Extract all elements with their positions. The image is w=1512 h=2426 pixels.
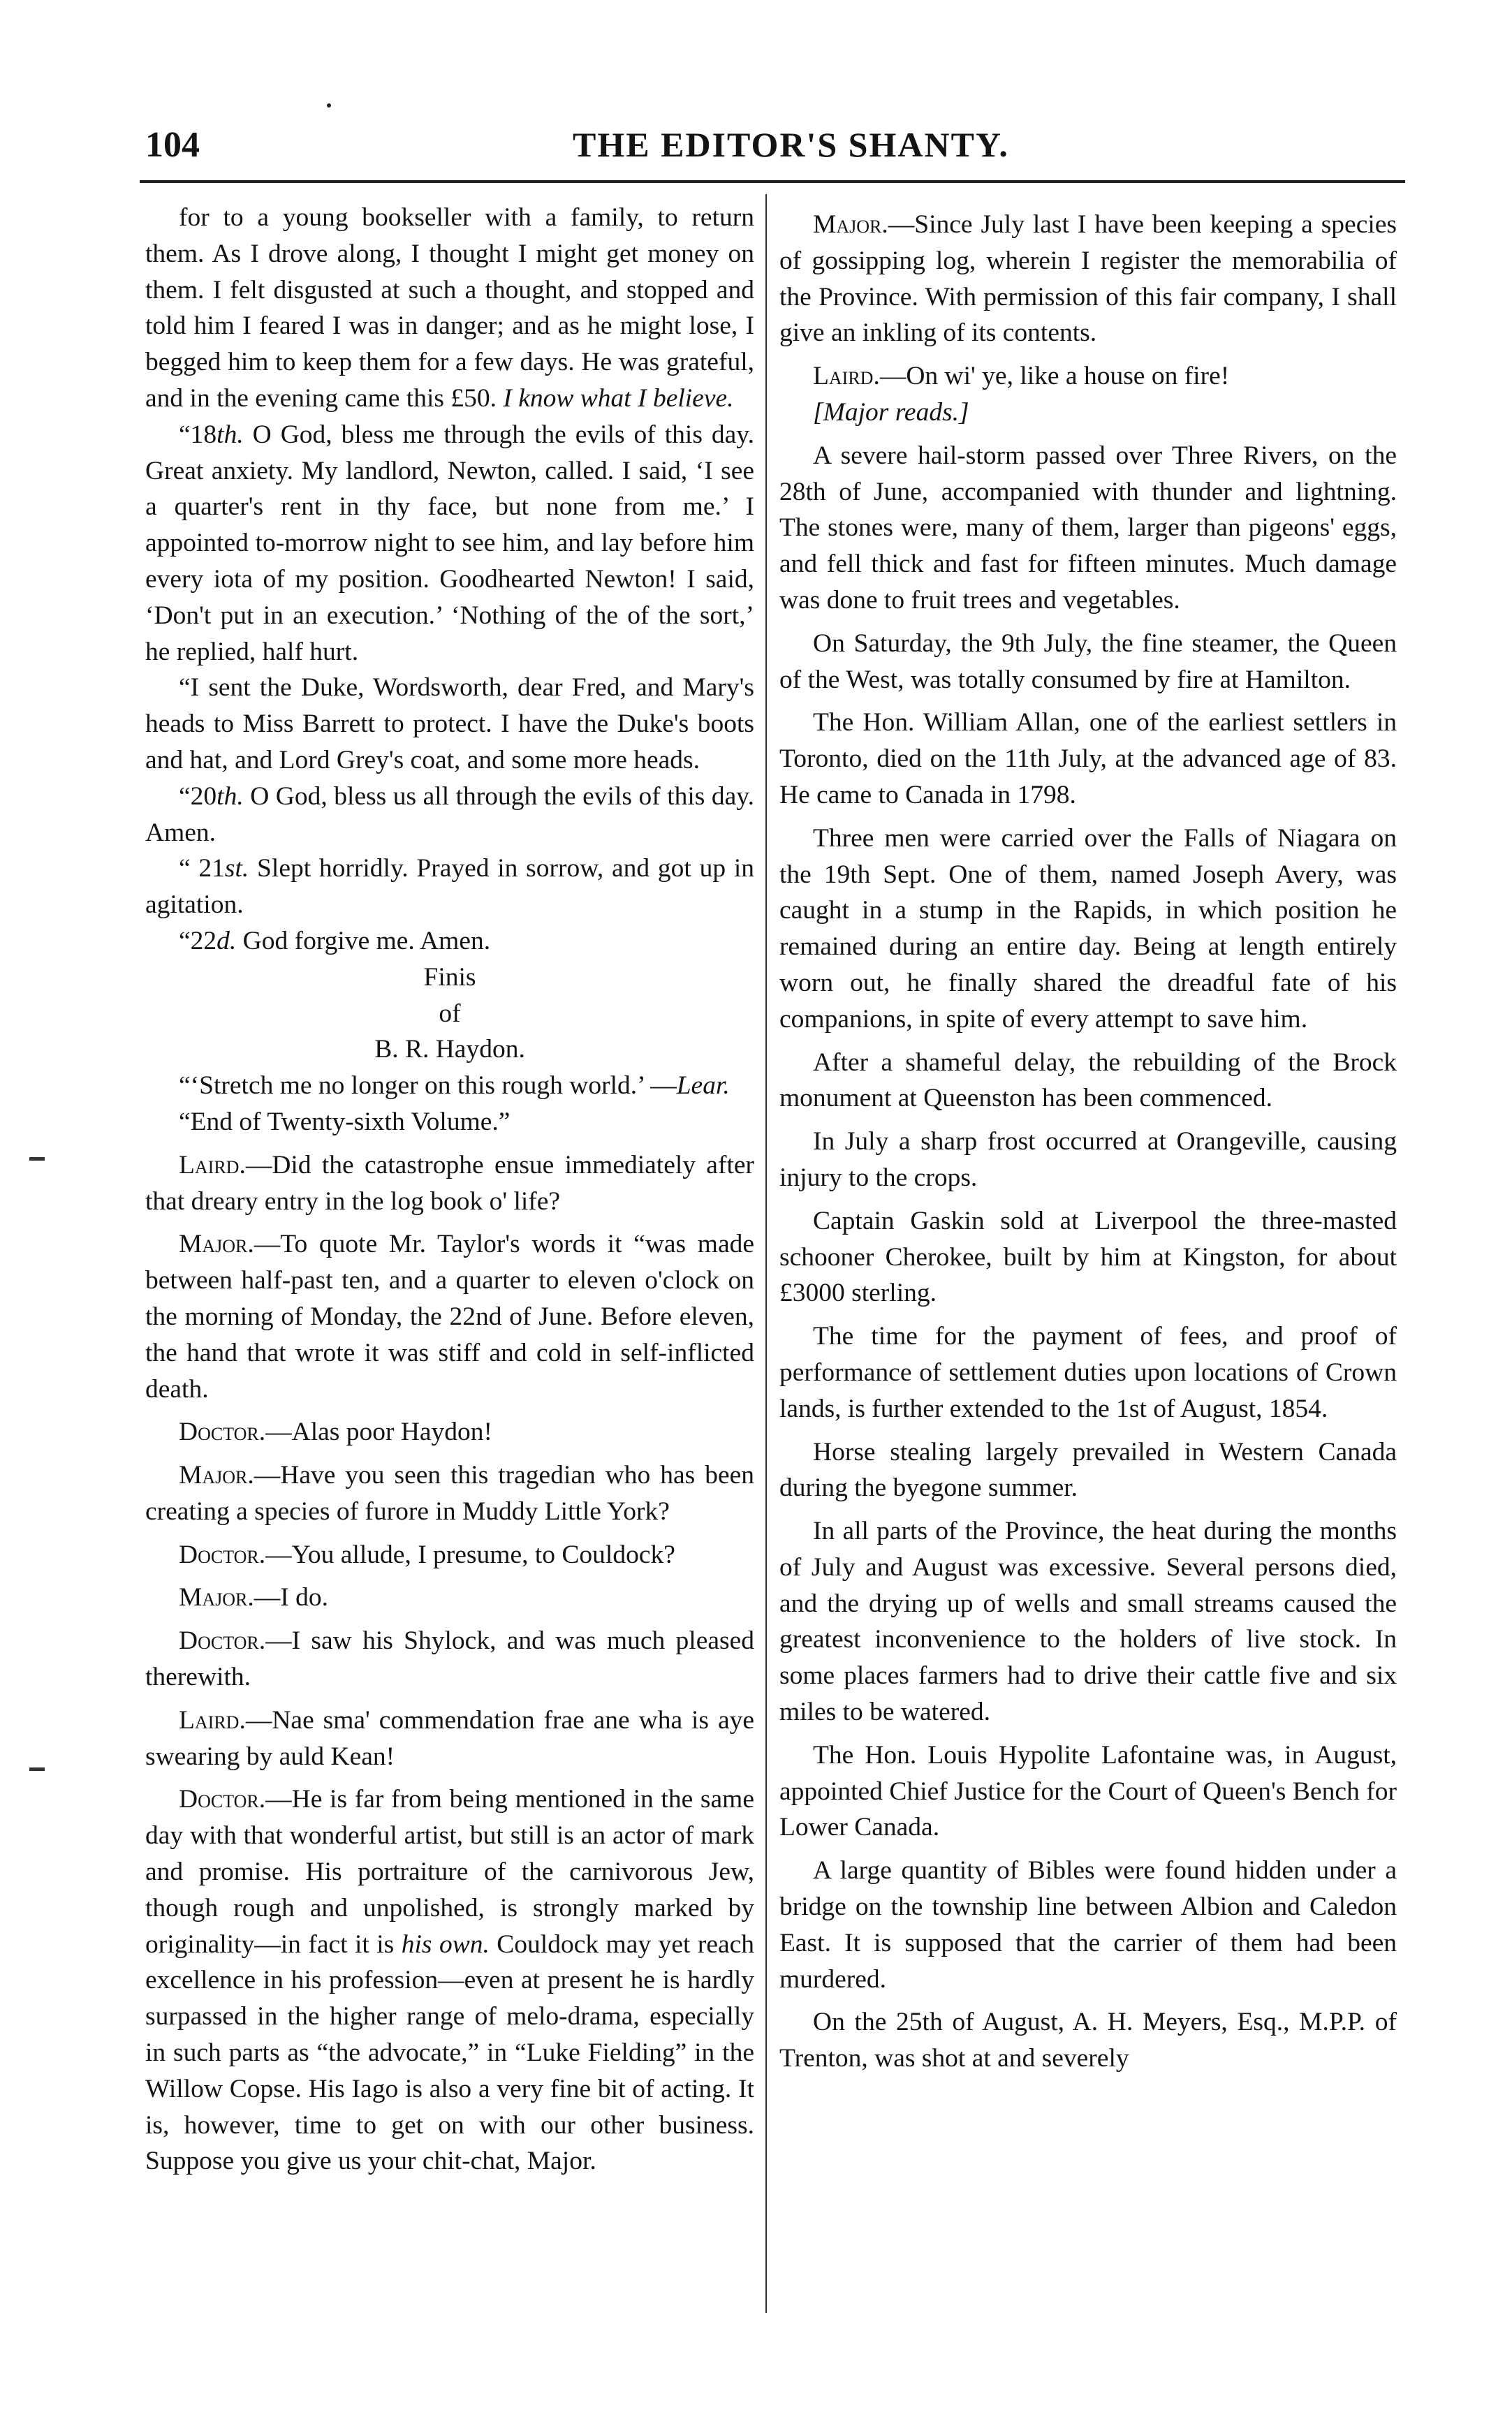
page-number: 104 xyxy=(145,125,200,165)
paragraph-text: After a shameful delay, the rebuilding of the Brock monument at Queenston has been commenced. xyxy=(779,1047,1397,1113)
speaker-name: Major. xyxy=(179,1230,254,1259)
right-column xyxy=(779,200,1397,2077)
running-title: THE EDITOR'S SHANTY. xyxy=(573,125,1009,164)
paragraph-text: Three men were carried over the Falls of Niagara on the 19th Sept. One of them, named Joseph Avery, was caught in a stump in the Rapids, in which position he remained during an entire day. Being at length entirely worn out, he finally shared the dreadful fate of his companions, in spite of every attempt to save him. xyxy=(779,823,1397,1034)
paragraph xyxy=(145,1537,754,1573)
paragraph-text: “End of Twenty-sixth Volume.” xyxy=(179,1107,511,1136)
left-column xyxy=(145,200,754,2179)
paragraph-text: —Alas poor Haydon! xyxy=(265,1418,493,1447)
stage-direction: [Major reads.] xyxy=(813,397,969,427)
paragraph-text: Finis xyxy=(423,962,476,992)
paragraph-text: “I sent the Duke, Wordsworth, dear Fred, and Mary's heads to Miss Barrett to protect. I have the Duke's boots and hat, and Lord Grey's coat, and some more heads. xyxy=(145,673,754,774)
paragraph-text: Captain Gaskin sold at Liverpool the three-masted schooner Cherokee, built by him at Kingston, for about £3000 sterling. xyxy=(779,1206,1397,1308)
paragraph xyxy=(145,1580,754,1616)
speaker-name: Doctor. xyxy=(179,1418,266,1447)
paragraph xyxy=(779,626,1397,698)
speaker-name: Laird. xyxy=(179,1705,246,1735)
italic-text: st. xyxy=(224,854,249,883)
paragraph xyxy=(779,821,1397,1038)
paragraph-text: O God, bless us all through the evils of this day. Amen. xyxy=(145,781,754,847)
paragraph-text: O God, bless me through the evils of this day. Great anxiety. My landlord, Newton, called. I said, ‘I see a quarter's rent in thy face, but none from me.’ I appointed to-morrow night to see him, and lay before him every iota of my position. Goodhearted Newton! I said, ‘Don't put in an execution.’ ‘Nothing of the of the sort,’ he replied, half hurt. xyxy=(145,420,754,666)
paragraph xyxy=(145,1781,754,2179)
speaker-name: Major. xyxy=(179,1461,254,1490)
paragraph-text: Couldock may yet reach excellence in his profession—even at present he is hardly surpassed in the higher range of melo-drama, especially in such parts as “the advocate,” in “Luke Fielding” in the Willow Copse. His Iago is also a very fine bit of acting. It is, however, time to get on with our other business. Suppose you give us your chit-chat, Major. xyxy=(145,1929,755,2176)
paragraph xyxy=(145,1226,754,1407)
paragraph xyxy=(145,1703,754,1775)
paragraph-text: God forgive me. Amen. xyxy=(236,926,491,955)
paragraph-text: —To quote Mr. Taylor's words it “was made between half-past ten, and a quarter to eleven o'clock on the morning of Monday, the 22nd of June. Before eleven, the hand that wrote it was stiff and cold in self-inflicted death. xyxy=(145,1230,754,1404)
paragraph-text: “20 xyxy=(179,781,217,811)
paragraph xyxy=(145,200,754,417)
column-divider xyxy=(765,194,767,2313)
paragraph xyxy=(779,1513,1397,1730)
paragraph-text: In all parts of the Province, the heat during the months of July and August was excessive. Several persons died, and the drying up of wells and small streams caused the greatest inconvenience to the holders of live stock. In some places farmers had to drive their cattle five and six miles to be watered. xyxy=(779,1517,1397,1727)
header-rule xyxy=(140,180,1405,183)
paragraph-text: —I saw his Shylock, and was much pleased therewith. xyxy=(145,1626,754,1692)
paragraph-text: Horse stealing largely prevailed in Western Canada during the byegone summer. xyxy=(779,1437,1397,1503)
paragraph xyxy=(145,923,754,960)
italic-text: his own. xyxy=(401,1929,490,1959)
paragraph-text: —You allude, I presume, to Couldock? xyxy=(265,1540,675,1569)
paragraph-text: —Did the catastrophe ensue immediately after that dreary entry in the log book o' life? xyxy=(145,1150,754,1216)
margin-mark xyxy=(29,1157,45,1161)
paragraph-text: “22 xyxy=(179,926,217,955)
speaker-name: Doctor. xyxy=(179,1785,266,1814)
paragraph xyxy=(145,1031,754,1068)
paragraph-text: —He is far from being mentioned in the same day with that wonderful artist, but still is an actor of mark and promise. His portraiture of the carnivorous Jew, though rough and unpolished, is strongly marked by originality—in fact it is xyxy=(145,1785,754,1959)
paragraph xyxy=(779,1853,1397,1997)
paragraph xyxy=(145,1068,754,1104)
paragraph-text: “18 xyxy=(179,420,217,449)
paragraph xyxy=(779,395,1397,431)
paragraph xyxy=(145,1623,754,1696)
paragraph-text: —Have you seen this tragedian who has been creating a species of furore in Muddy Little York? xyxy=(145,1461,754,1526)
paragraph-text: The Hon. William Allan, one of the earliest settlers in Toronto, died on the 11th July, at the advanced age of 83. He came to Canada in 1798. xyxy=(779,708,1397,809)
paragraph xyxy=(779,438,1397,619)
paragraph-text: —Since July last I have been keeping a species of gossipping log, wherein I register the memorabilia of the Province. With permission of this fair company, I shall give an inkling of its contents. xyxy=(779,210,1397,348)
paragraph xyxy=(145,960,754,996)
paragraph xyxy=(145,670,754,778)
speaker-name: Doctor. xyxy=(179,1626,266,1656)
paragraph-text: On the 25th of August, A. H. Meyers, Esq., M.P.P. of Trenton, was shot at and severely xyxy=(779,2008,1397,2073)
paragraph-text: for to a young bookseller with a family, to return them. As I drove along, I thought I might get money on them. I felt disgusted at such a thought, and stopped and told him I feared I was in danger; and as he might lose, I begged him to keep them for a few days. He was grateful, and in the evening came this £50. xyxy=(145,203,754,413)
paragraph xyxy=(145,1457,754,1530)
paragraph xyxy=(779,1203,1397,1311)
paragraph xyxy=(779,1124,1397,1196)
paragraph-text: B. R. Haydon. xyxy=(374,1035,525,1064)
paragraph-text: In July a sharp frost occurred at Orangeville, causing injury to the crops. xyxy=(779,1127,1397,1192)
paragraph-text: The Hon. Louis Hypolite Lafontaine was, in August, appointed Chief Justice for the Court of Queen's Bench for Lower Canada. xyxy=(779,1740,1397,1842)
paragraph xyxy=(779,1045,1397,1117)
paragraph-text: The time for the payment of fees, and proof of performance of settlement duties upon locations of Crown lands, is further extended to the 1st of August, 1854. xyxy=(779,1322,1397,1423)
paragraph-text: A severe hail-storm passed over Three Rivers, on the 28th of June, accompanied with thunder and lightning. The stones were, many of them, larger than pigeons' eggs, and fell thick and fast for fifteen minutes. Much damage was done to fruit trees and vegetables. xyxy=(779,441,1397,615)
paragraph-text: Slept horridly. Prayed in sorrow, and got up in agitation. xyxy=(145,854,754,920)
italic-text: th. xyxy=(216,420,244,449)
margin-mark xyxy=(29,1767,45,1771)
speaker-name: Major. xyxy=(179,1583,254,1612)
paragraph-text: “‘Stretch me no longer on this rough world.’ — xyxy=(179,1071,677,1101)
paragraph xyxy=(145,851,754,923)
paragraph xyxy=(779,705,1397,813)
paragraph-text: On Saturday, the 9th July, the fine steamer, the Queen of the West, was totally consumed by fire at Hamilton. xyxy=(779,628,1397,694)
paragraph xyxy=(145,779,754,851)
paragraph xyxy=(145,996,754,1032)
ink-dot xyxy=(327,103,331,108)
paragraph xyxy=(779,1737,1397,1846)
paragraph xyxy=(145,1147,754,1220)
page-header xyxy=(140,124,1405,173)
paragraph xyxy=(779,207,1397,351)
paragraph xyxy=(145,417,754,670)
paragraph xyxy=(145,1414,754,1450)
speaker-name: Doctor. xyxy=(179,1540,266,1569)
paragraph-text: —I do. xyxy=(254,1583,328,1612)
italic-text: Lear. xyxy=(676,1071,730,1101)
paragraph xyxy=(779,2004,1397,2077)
speaker-name: Laird. xyxy=(179,1150,246,1179)
italic-text: d. xyxy=(216,926,237,955)
paragraph xyxy=(145,1104,754,1140)
paragraph-text: —On wi' ye, like a house on fire! xyxy=(879,362,1230,391)
speaker-name: Major. xyxy=(813,210,888,239)
paragraph xyxy=(779,358,1397,395)
paragraph-text: “ 21 xyxy=(179,854,225,883)
paragraph xyxy=(779,1318,1397,1427)
paragraph-text: —Nae sma' commendation frae ane wha is aye swearing by auld Kean! xyxy=(145,1705,754,1771)
speaker-name: Laird. xyxy=(813,362,880,391)
italic-text: th. xyxy=(216,781,244,811)
italic-text: I know what I believe. xyxy=(503,383,734,413)
paragraph xyxy=(779,1434,1397,1507)
paragraph-text: A large quantity of Bibles were found hidden under a bridge on the township line between Albion and Caledon East. It is supposed that the carrier of them had been murdered. xyxy=(779,1856,1397,1994)
paragraph-text: of xyxy=(439,999,461,1028)
